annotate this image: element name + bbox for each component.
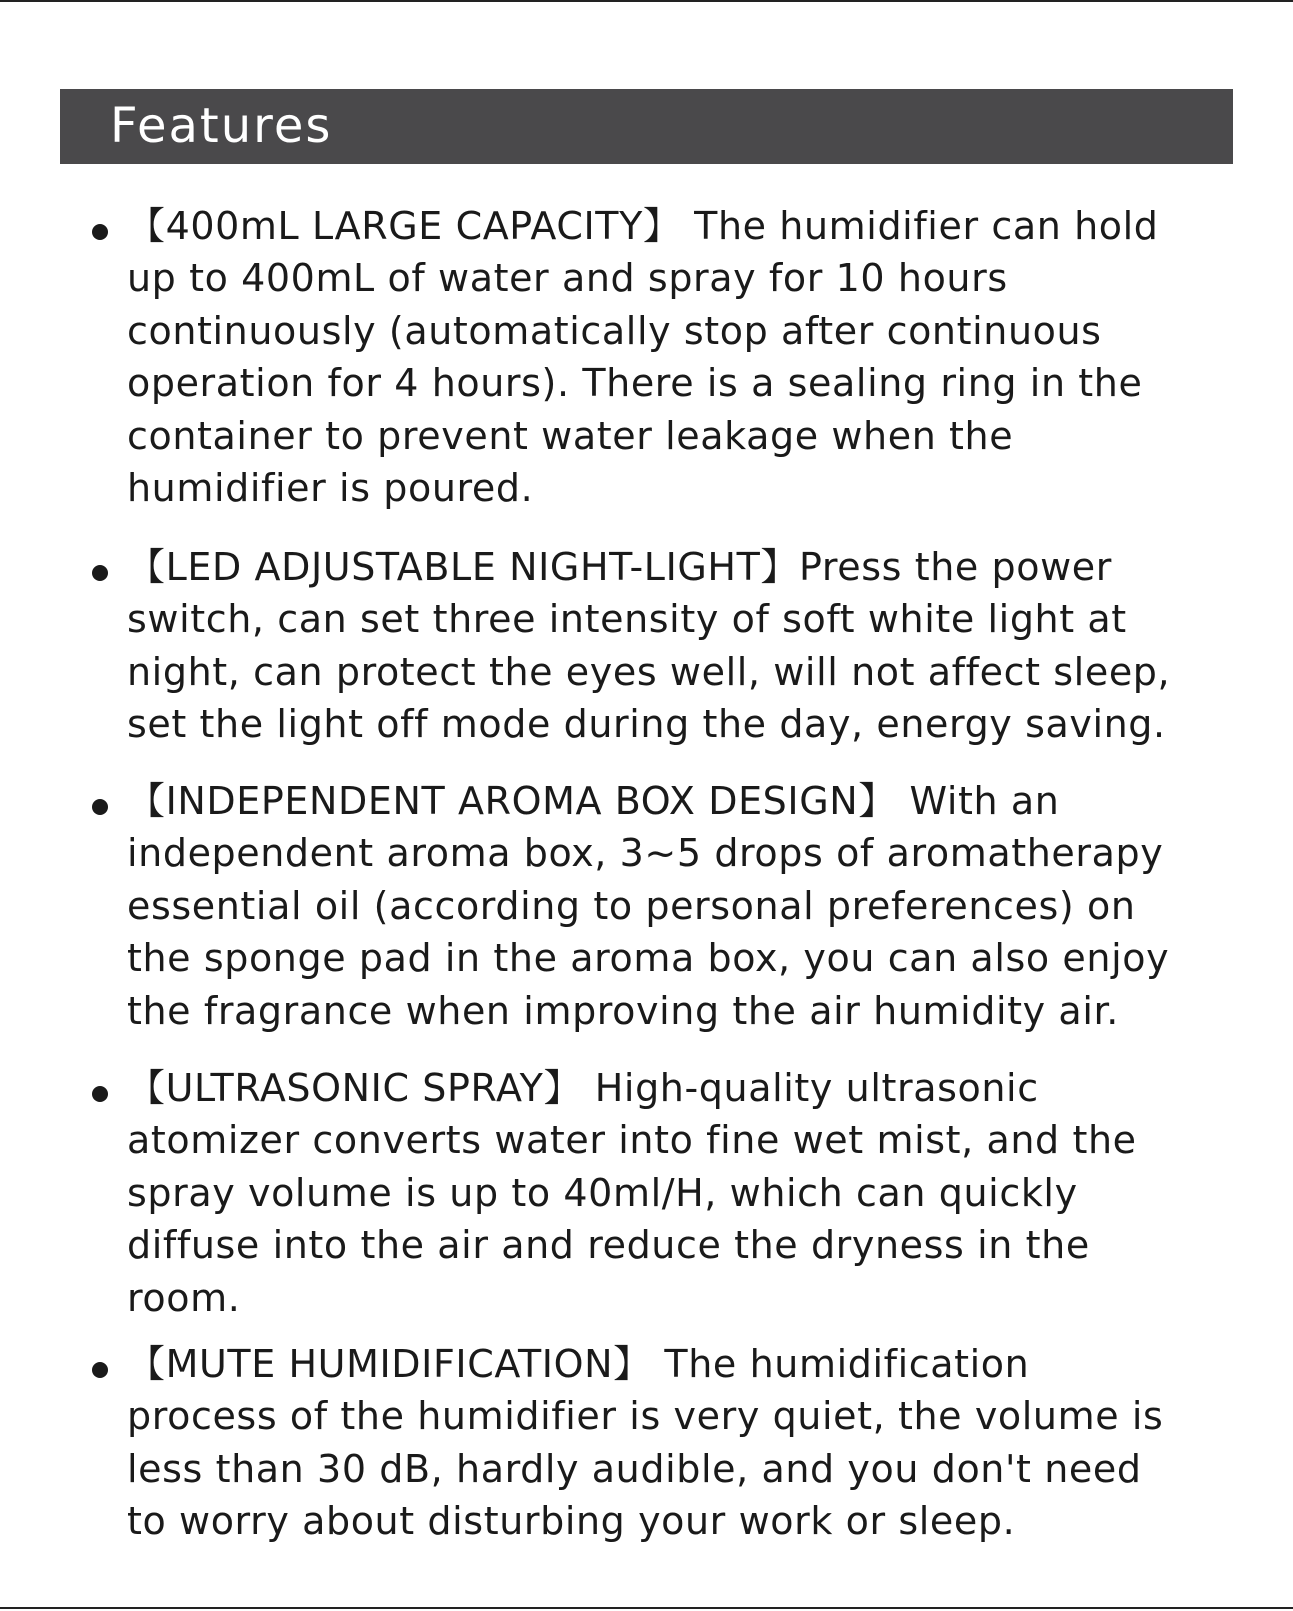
feature-line: operation for 4 hours). There is a sealing ring in the [127, 361, 1143, 406]
bullet-icon [92, 224, 108, 240]
feature-line: set the light off mode during the day, energy saving. [127, 702, 1166, 747]
feature-line: diffuse into the air and reduce the dryness in the [127, 1223, 1090, 1268]
feature-line: 【400mL LARGE CAPACITY】 The humidifier can hold [127, 204, 1159, 248]
feature-line: 【ULTRASONIC SPRAY】 High-quality ultrasonic [127, 1066, 1039, 1110]
bullet-icon [92, 1362, 108, 1378]
feature-text [127, 1062, 1257, 1324]
feature-line: 【LED ADJUSTABLE NIGHT-LIGHT】Press the power [127, 545, 1112, 589]
bottom-divider [0, 1607, 1293, 1609]
feature-line: container to prevent water leakage when the [127, 413, 1014, 458]
feature-text [127, 775, 1257, 1037]
feature-line: to worry about disturbing your work or sleep. [127, 1499, 1016, 1544]
feature-line: essential oil (according to personal preferences) on [127, 883, 1136, 928]
feature-line: continuously (automatically stop after continuous [127, 308, 1102, 353]
feature-line: humidifier is poured. [127, 466, 534, 511]
feature-line: process of the humidifier is very quiet, the volume is [127, 1394, 1164, 1439]
feature-line: atomizer converts water into fine wet mist, and the [127, 1118, 1137, 1163]
feature-line: spray volume is up to 40ml/H, which can quickly [127, 1170, 1078, 1215]
feature-line: night, can protect the eyes well, will not affect sleep, [127, 649, 1171, 694]
feature-text [127, 1338, 1257, 1548]
feature-line: room. [127, 1275, 241, 1320]
feature-line: 【MUTE HUMIDIFICATION】 The humidification [127, 1342, 1030, 1386]
feature-line: less than 30 dB, hardly audible, and you don't need [127, 1446, 1142, 1491]
bullet-icon [92, 565, 108, 581]
section-title: Features [110, 98, 333, 154]
section-header [60, 89, 1233, 164]
feature-line: switch, can set three intensity of soft white light at [127, 597, 1127, 642]
feature-line: the fragrance when improving the air humidity air. [127, 988, 1119, 1033]
bullet-icon [92, 799, 108, 815]
feature-line: the sponge pad in the aroma box, you can also enjoy [127, 936, 1170, 981]
feature-text [127, 541, 1257, 751]
feature-line: independent aroma box, 3~5 drops of aromatherapy [127, 831, 1164, 876]
feature-line: 【INDEPENDENT AROMA BOX DESIGN】 With an [127, 779, 1060, 823]
feature-line: up to 400mL of water and spray for 10 hours [127, 256, 1008, 301]
bullet-icon [92, 1086, 108, 1102]
top-divider [0, 0, 1293, 2]
feature-text [127, 200, 1257, 514]
